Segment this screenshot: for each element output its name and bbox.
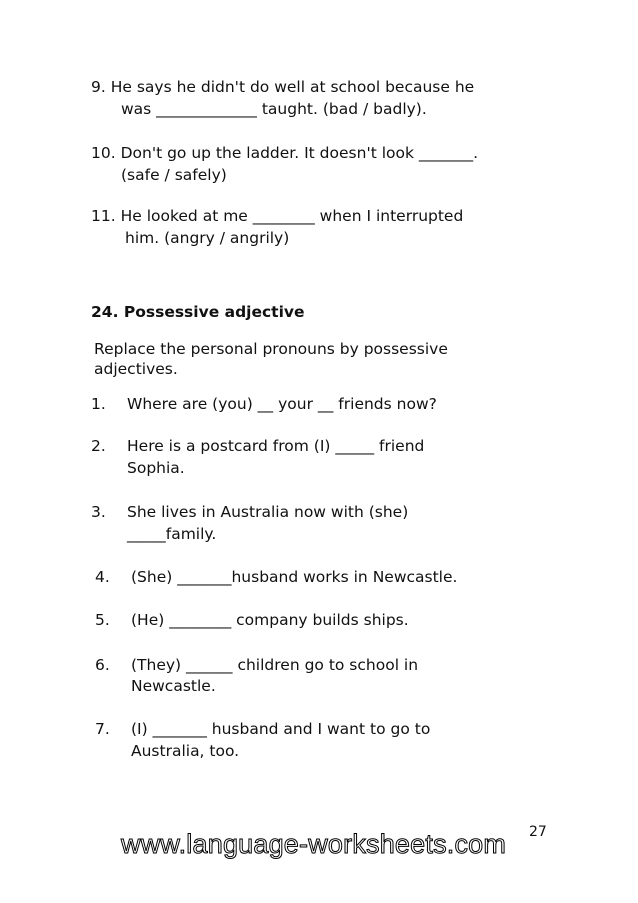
item-1-number: 1. [91,395,106,413]
instruction-line2: adjectives. [94,360,178,378]
item-6-line1: (They) ______ children go to school in [131,656,419,674]
exercise-11-line1: 11. He looked at me ________ when I interrupted [91,207,464,225]
item-1-line1: Where are (you) __ your __ friends now? [127,395,437,413]
page-number: 27 [529,824,547,840]
exercise-9-line2: was _____________ taught. (bad / badly). [121,100,427,118]
item-5-line1: (He) ________ company builds ships. [131,611,409,629]
section-heading: 24. Possessive adjective [91,303,305,321]
item-3-line1: She lives in Australia now with (she) [127,503,409,521]
item-3-line2: _____family. [127,525,217,543]
item-4-line1: (She) _______husband works in Newcastle. [131,568,458,586]
instruction-line1: Replace the personal pronouns by possessive [94,340,448,358]
item-7-number: 7. [95,720,110,738]
item-3-number: 3. [91,503,106,521]
item-7-line1: (I) _______ husband and I want to go to [131,720,431,738]
item-2-number: 2. [91,437,106,455]
exercise-10-line1: 10. Don't go up the ladder. It doesn't look _______. [91,144,479,162]
item-2-line2: Sophia. [127,459,185,477]
item-2-line1: Here is a postcard from (I) _____ friend [127,437,425,455]
item-6-line2: Newcastle. [131,677,216,695]
item-4-number: 4. [95,568,110,586]
exercise-9-line1: 9. He says he didn't do well at school because he [91,78,475,96]
exercise-11-line2: him. (angry / angrily) [125,229,290,247]
item-6-number: 6. [95,656,110,674]
item-7-line2: Australia, too. [131,742,240,760]
item-5-number: 5. [95,611,110,629]
footer-website-link[interactable]: www.language-worksheets.com [121,829,507,859]
exercise-10-line2: (safe / safely) [121,166,227,184]
